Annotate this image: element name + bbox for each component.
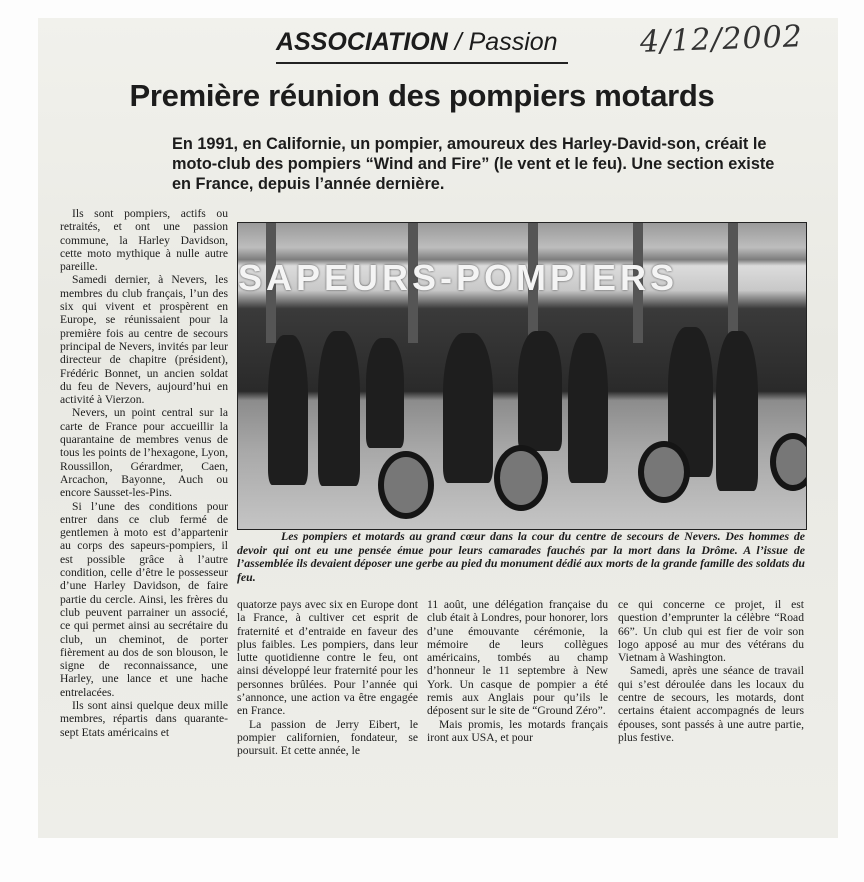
motorcycle-wheel: [638, 441, 690, 503]
motorcycle-wheel: [494, 445, 548, 511]
paragraph: Ils sont pompiers, actifs ou retraités, et ont une passion commune, la Harley Davidson, cette moto mythique à nulle autre pareille.: [60, 207, 228, 274]
photo-person: [318, 331, 360, 486]
article-column-3: [427, 598, 608, 744]
paragraph: Ils sont ainsi quelque deux mille membres, répartis dans quarante-sept Etats américains et: [60, 698, 228, 739]
photo-person: [268, 335, 308, 485]
paragraph: Samedi dernier, à Nevers, les membres du club français, l’un des six qui vivent et prospèrent en Europe, se réunissaient pour la première fois au centre de secours principal de Nevers, invités par leur directeur de chapitre (président), Frédéric Bonnet, un ancien soldat du feu de Nevers, aujourd’hui en activité à Vierzon.: [60, 273, 228, 407]
section-kicker: ASSOCIATION / Passion: [276, 28, 568, 64]
article-column-1: [60, 207, 228, 739]
headline: Première réunion des pompiers motards: [129, 78, 715, 113]
paragraph: La passion de Jerry Eibert, le pompier californien, fondateur, se poursuit. Et cette année, le: [237, 717, 418, 758]
photo-caption: Les pompiers et motards au grand cœur dans la cour du centre de secours de Nevers. Des hommes de devoir qui ont eu une pensée émue pour leurs camarades fauchés par la mort dans la Drôme. A l’issue de l’assemblée ils devaient déposer une gerbe au pied du monument dédié aux morts de la grande famille des soldats du feu.: [237, 529, 805, 584]
paragraph: quatorze pays avec six en Europe dont la France, à cultiver cet esprit de fraternité et d’entraide en faveur des plus faibles. Les pompiers, dans leur lutte quotidienne contre le feu, ont ainsi développé leur fraternité pour les personnes brûlées. Pour l’année qui s’annonce, une action va être engagée en France.: [237, 598, 418, 718]
paragraph: Si l’une des conditions pour entrer dans ce club fermé de gentlemen à moto est d’appartenir au corps des sapeurs-pompiers, il est possible grâce à l’autre condition, celle d’être le possesseur d’une Harley Davidson, de faire partie du cercle. Ainsi, les frères du club peuvent parrainer un associé, ce qui permet ainsi au secrétaire du club, un cheminot, de porter fièrement au dos de son blouson, le signe de reconnaissance, une Harley, une lance et une hache entrelacées.: [60, 499, 228, 699]
paragraph: Samedi, après une séance de travail qui s’est déroulée dans les locaux du centre de secours, les motards, dont certains étaient accompagnés de leurs épouses, sont passés à une autre partie, plus festive.: [618, 664, 804, 744]
paragraph: Mais promis, les motards français iront aux USA, et pour: [427, 717, 608, 744]
paragraph: 11 août, une délégation française du club était à Londres, pour honorer, lors d’une émouvante cérémonie, la mémoire de leurs collègues américains, tombés au champ d’honneur le 11 septembre à New York. Un casque de pompier a été remis aux Anglais pour qu’ils le déposent sur le site de “Ground Zéro”.: [427, 598, 608, 718]
photo-person: [443, 333, 493, 483]
article-deck: En 1991, en Californie, un pompier, amoureux des Harley-David-son, créait le moto-club des pompiers “Wind and Fire” (le vent et le feu). Une section existe en France, depuis l’année dernière.: [172, 135, 775, 193]
article-column-2: [237, 598, 418, 758]
paragraph: Nevers, un point central sur la carte de France pour accueillir la quarantaine de membres venus de tous les points de l’hexagone, Lyon, Roussillon, Gérardmer, Caen, Arcachon, Bayonne, Auch ou encore Sausset-les-Pins.: [60, 406, 228, 500]
article-photo: [237, 222, 807, 530]
photo-person: [518, 331, 562, 451]
paragraph: ce qui concerne ce projet, il est question d’emprunter la célèbre “Road 66”. Un club qui est fier de voir son logo apposé au mur des vétérans du Vietnam à Washington.: [618, 598, 804, 665]
article-column-4: [618, 598, 804, 744]
handwritten-date: 4/12/2002: [639, 19, 804, 60]
photo-person: [716, 331, 758, 491]
fire-station-sign: SAPEURS-POMPIERS: [238, 257, 679, 298]
subsection-label: Passion: [468, 28, 558, 56]
section-label: ASSOCIATION: [276, 28, 448, 56]
motorcycle-wheel: [378, 451, 434, 519]
photo-person: [568, 333, 608, 483]
photo-person: [366, 338, 404, 448]
motorcycle-wheel: [770, 433, 807, 491]
